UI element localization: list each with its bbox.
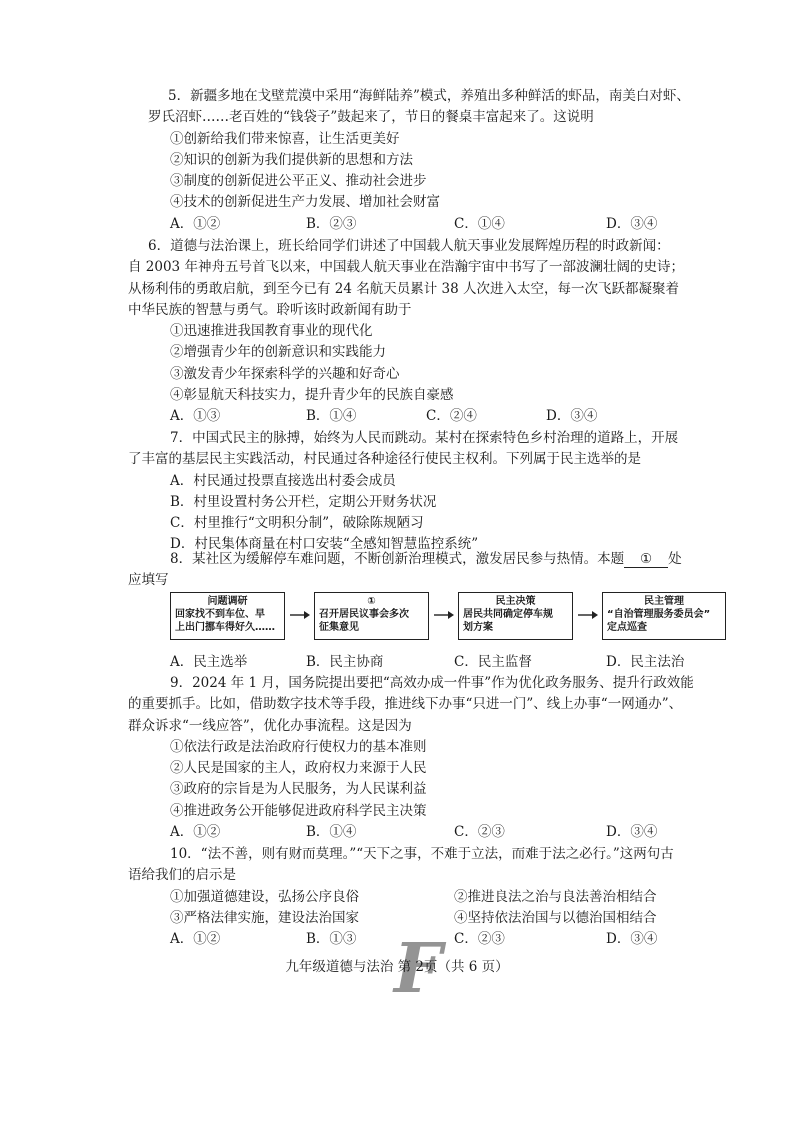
choice-a[interactable]: A．①② xyxy=(170,215,221,232)
q10-stem-line: 10．“法不善，则有财而莫理。”“天下之事，不难于立法，而难于法之必行。”这两句古 xyxy=(170,846,674,862)
q8-blank: ① xyxy=(624,551,668,568)
q5-option: ④技术的创新促进生产力发展、增加社会财富 xyxy=(170,194,440,211)
question-5 xyxy=(148,86,718,235)
q8-stem-line xyxy=(128,549,728,570)
choice-b[interactable]: B．①③ xyxy=(306,931,357,948)
page-footer: 九年级道德与法治 第 2页（共 6 页） xyxy=(285,959,509,975)
q10-option: ①加强道德建设，弘扬公序良俗 xyxy=(170,888,359,905)
choice-a[interactable]: A．民主选举 xyxy=(170,654,248,670)
q6-option: ④彰显航天科技实力，提升青少年的民族自豪感 xyxy=(170,387,454,404)
choice-d[interactable]: D．③④ xyxy=(606,824,658,841)
flow-box-text: 划方案 xyxy=(463,622,493,633)
q7-option-b[interactable]: B．村里设置村务公开栏，定期公开财务状况 xyxy=(170,493,437,510)
q9-stem-line: 群众诉求“一线应答”，优化办事流程。这是因为 xyxy=(128,717,412,734)
flow-box-title: 民主管理 xyxy=(644,596,684,607)
arrow-right-icon xyxy=(578,610,598,620)
q6-stem-line: 自 2003 年神舟五号首飞以来，中国载人航天事业在浩瀚宇宙中书写了一部波澜壮阔的史诗； xyxy=(128,259,684,276)
flow-box-title: 民主决策 xyxy=(495,596,536,607)
choice-b[interactable]: B．民主协商 xyxy=(306,654,384,670)
q6-choices xyxy=(128,406,728,427)
q7-option-d[interactable]: D．村民集体商量在村口安装“全感知智慧监控系统” xyxy=(170,536,479,553)
question-6 xyxy=(128,236,728,428)
flow-box-text: 定点巡查 xyxy=(607,622,647,633)
q6-stem-line: 从杨利伟的勇敢启航，到至今已有 24 名航天员累计 38 人次进入太空，每一次飞跃都凝聚着 xyxy=(128,280,680,297)
question-7 xyxy=(128,428,728,556)
flow-box-text: 召开居民议事会多次 xyxy=(319,609,409,620)
flow-box-text: 居民共同确定停车规 xyxy=(463,609,553,620)
q10-stem-line: 语给我们的启示是 xyxy=(128,867,236,884)
q8-stem-line2: 应填写 xyxy=(128,572,169,589)
question-8 xyxy=(128,549,728,592)
choice-c[interactable]: C．②③ xyxy=(454,931,505,948)
flow-box-text: 征集意见 xyxy=(319,622,359,633)
flow-box-blank xyxy=(314,592,429,640)
q10-option: ②推进良法之治与良法善治相结合 xyxy=(454,888,657,905)
q5-option: ②知识的创新为我们提供新的思想和方法 xyxy=(170,151,413,168)
q8-stem-a: 8．某社区为缓解停车难问题，不断创新治理模式，激发居民参与热情。本题 xyxy=(170,551,625,567)
choice-b[interactable]: B．①④ xyxy=(306,408,357,425)
q9-option: ④推进政务公开能够促进政府科学民主决策 xyxy=(170,802,427,819)
choice-c[interactable]: C．②④ xyxy=(426,408,477,425)
choice-a[interactable]: A．①② xyxy=(170,824,221,841)
q6-option: ①迅速推进我国教育事业的现代化 xyxy=(170,323,373,340)
q5-stem-line: 罗氏沼虾……老百姓的“钱袋子”鼓起来了，节日的餐桌丰富起来了。这说明 xyxy=(148,109,594,126)
q10-option: ④坚持依法治国与以德治国相结合 xyxy=(454,909,657,926)
q6-stem-line: 中华民族的智慧与勇气。聆听该时政新闻有助于 xyxy=(128,301,412,318)
choice-c[interactable]: C．①④ xyxy=(454,215,505,232)
choice-d[interactable]: D．③④ xyxy=(546,408,598,425)
q5-choices xyxy=(148,214,718,235)
arrow-right-icon xyxy=(290,610,310,620)
watermark-letter: F xyxy=(394,929,443,1009)
flow-box-decision xyxy=(458,592,573,640)
q9-option: ②人民是国家的主人，政府权力来源于人民 xyxy=(170,760,427,777)
choice-d[interactable]: D．③④ xyxy=(606,931,658,948)
q7-stem-line: 了丰富的基层民主实践活动，村民通过各种途径行使民主权利。下列属于民主选举的是 xyxy=(128,451,641,468)
q7-stem-line: 7．中国式民主的脉搏，始终为人民而跳动。某村在探索特色乡村治理的道路上，开展 xyxy=(170,430,679,446)
q6-stem-line: 6．道德与法治课上，班长给同学们讲述了中国载人航天事业发展辉煌历程的时政新闻： xyxy=(148,238,670,254)
arrow-right-icon xyxy=(434,610,454,620)
choice-c[interactable]: C．民主监督 xyxy=(454,654,532,670)
flow-box-survey xyxy=(170,592,285,640)
q10-options-row xyxy=(128,887,728,908)
q9-choices xyxy=(128,822,728,843)
q8-choices-wrap xyxy=(148,652,718,673)
q6-option: ③激发青少年探索科学的兴趣和好奇心 xyxy=(170,365,400,382)
choice-c[interactable]: C．②③ xyxy=(454,824,505,841)
q9-stem-line: 的重要抓手。比如，借助数字技术等手段，推进线下办事“只进一门”、线上办事“一网通办”、 xyxy=(128,696,683,713)
question-9 xyxy=(128,673,728,843)
q8-choices xyxy=(148,652,718,673)
q8-flow-diagram xyxy=(148,592,728,646)
q8-stem-b: 处 xyxy=(668,551,682,567)
q5-stem-line: 5．新疆多地在戈壁荒漠中采用“海鲜陆养”模式，养殖出多种鲜活的虾品，南美白对虾、 xyxy=(168,88,690,104)
choice-b[interactable]: B．①④ xyxy=(306,824,357,841)
q9-option: ③政府的宗旨是为人民服务，为人民谋利益 xyxy=(170,781,427,798)
q10-options-row xyxy=(128,908,728,929)
q9-option: ①依法行政是法治政府行使权力的基本准则 xyxy=(170,738,427,755)
choice-d[interactable]: D．③④ xyxy=(606,215,658,232)
q10-option: ③严格法律实施，建设法治国家 xyxy=(170,909,359,926)
flow-box-title: ① xyxy=(367,596,376,607)
flow-box-management xyxy=(602,592,726,640)
q9-stem-line: 9．2024 年 1 月，国务院提出要把“高效办成一件事”作为优化政务服务、提升行政效能 xyxy=(170,675,694,691)
q5-option: ①创新给我们带来惊喜，让生活更美好 xyxy=(170,130,400,147)
choice-a[interactable]: A．①② xyxy=(170,931,221,948)
flow-box-text: 上出门挪车得好久…… xyxy=(175,622,275,633)
choice-b[interactable]: B．②③ xyxy=(306,215,357,232)
choice-d[interactable]: D．民主法治 xyxy=(606,654,685,670)
flow-box-text: “自治管理服务委员会” xyxy=(607,609,711,620)
q6-option: ②增强青少年的创新意识和实践能力 xyxy=(170,344,386,361)
q7-option-a[interactable]: A．村民通过投票直接选出村委会成员 xyxy=(170,472,396,489)
flow-box-title: 问题调研 xyxy=(207,596,248,607)
q5-option: ③制度的创新促进公平正义、推动社会进步 xyxy=(170,173,427,190)
q7-option-c[interactable]: C．村里推行“文明积分制”，破除陈规陋习 xyxy=(170,515,424,532)
flow-box-text: 回家找不到车位、早 xyxy=(175,609,265,620)
choice-a[interactable]: A．①③ xyxy=(170,408,221,425)
